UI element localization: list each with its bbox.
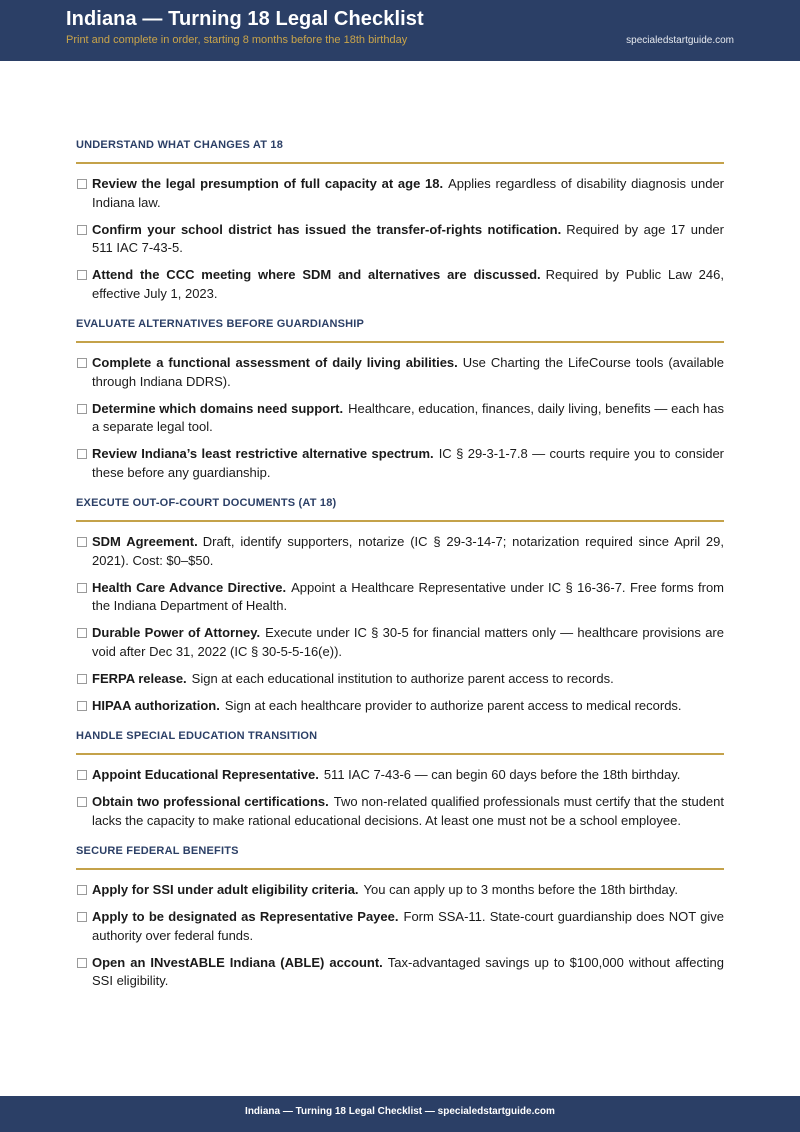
header-site-link[interactable]: specialedstartguide.com bbox=[626, 35, 734, 46]
item-title: Obtain two professional certifications. bbox=[92, 794, 329, 809]
item-title: Apply for SSI under adult eligibility criteria. bbox=[92, 882, 359, 897]
item-text: Execute under IC § 30-5 for financial matters only — healthcare provisions are void after Dec 31, 2022 (IC § 30-5-5-16(e)). bbox=[92, 625, 724, 659]
item-text: Tax-advantaged savings up to $100,000 without affecting SSI eligibility. bbox=[92, 954, 724, 988]
item-text: Required by age 17 under 511 IAC 7-43-5. bbox=[92, 221, 724, 255]
checklist-item bbox=[76, 697, 724, 716]
section-title: EXECUTE OUT-OF-COURT DOCUMENTS (AT 18) bbox=[76, 495, 724, 522]
checkbox[interactable] bbox=[77, 404, 87, 414]
checkbox[interactable] bbox=[77, 797, 87, 807]
checklist-content bbox=[76, 137, 724, 1004]
item-text: IC § 29-3-1-7.8 — courts require you to consider these before any guardianship. bbox=[92, 446, 725, 480]
item-title: Complete a functional assessment of daily living abilities. bbox=[92, 355, 458, 370]
section-evaluate-alternatives bbox=[76, 316, 724, 482]
checklist-item bbox=[76, 624, 724, 661]
checkbox[interactable] bbox=[77, 270, 87, 280]
section-federal-benefits bbox=[76, 843, 724, 991]
section-title: HANDLE SPECIAL EDUCATION TRANSITION bbox=[76, 728, 724, 755]
section-special-education-transition bbox=[76, 728, 724, 830]
item-text: Sign at each educational institution to authorize parent access to records. bbox=[191, 670, 614, 686]
item-title: Confirm your school district has issued the transfer-of-rights notification. bbox=[92, 221, 562, 237]
item-title: Durable Power of Attorney. bbox=[92, 625, 261, 640]
item-title: Appoint Educational Representative. bbox=[92, 767, 319, 782]
item-text: Appoint a Healthcare Representative under IC § 16-36-7. Free forms from the Indiana Department of Health. bbox=[92, 579, 725, 613]
checklist-item bbox=[76, 579, 724, 616]
checklist-item bbox=[76, 766, 724, 785]
checkbox[interactable] bbox=[77, 179, 87, 189]
item-title: Review Indiana’s least restrictive alternative spectrum. bbox=[92, 446, 434, 461]
item-text: You can apply up to 3 months before the 18th birthday. bbox=[363, 882, 678, 897]
item-text: Required by Public Law 246, effective July 1, 2023. bbox=[92, 267, 724, 301]
checklist-item bbox=[76, 445, 724, 482]
item-title: FERPA release. bbox=[92, 670, 187, 686]
section-title: SECURE FEDERAL BENEFITS bbox=[76, 843, 724, 870]
section-title: UNDERSTAND WHAT CHANGES AT 18 bbox=[76, 137, 724, 164]
checkbox[interactable] bbox=[77, 537, 87, 547]
checkbox[interactable] bbox=[77, 770, 87, 780]
section-out-of-court-documents bbox=[76, 495, 724, 715]
item-title: Open an INvestABLE Indiana (ABLE) account. bbox=[92, 954, 383, 970]
item-title: SDM Agreement. bbox=[92, 534, 198, 549]
checklist-item bbox=[76, 354, 724, 391]
checkbox[interactable] bbox=[77, 674, 87, 684]
item-text: Use Charting the LifeCourse tools (available through Indiana DDRS). bbox=[92, 355, 724, 389]
page-header bbox=[0, 0, 800, 61]
checkbox[interactable] bbox=[77, 958, 87, 968]
checklist-item bbox=[76, 400, 724, 437]
checklist-item bbox=[76, 793, 724, 830]
item-text: Healthcare, education, finances, daily living, benefits — each has a separate legal tool. bbox=[92, 400, 724, 434]
checkbox[interactable] bbox=[77, 912, 87, 922]
item-text: Form SSA-11. State-court guardianship does NOT give authority over federal funds. bbox=[92, 909, 724, 943]
item-title: Health Care Advance Directive. bbox=[92, 579, 287, 595]
item-text: Sign at each healthcare provider to authorize parent access to medical records. bbox=[224, 697, 682, 713]
footer-text: Indiana — Turning 18 Legal Checklist — specialedstartguide.com bbox=[245, 1106, 555, 1117]
checkbox[interactable] bbox=[77, 225, 87, 235]
checklist-item bbox=[76, 175, 724, 212]
checklist-item bbox=[76, 221, 724, 258]
checklist-item bbox=[76, 533, 724, 570]
item-title: Apply to be designated as Representative Payee. bbox=[92, 909, 399, 924]
checkbox[interactable] bbox=[77, 449, 87, 459]
section-title: EVALUATE ALTERNATIVES BEFORE GUARDIANSHIP bbox=[76, 316, 724, 343]
checklist-item bbox=[76, 266, 724, 303]
page-footer bbox=[0, 1096, 800, 1132]
checkbox[interactable] bbox=[77, 583, 87, 593]
item-text: Two non-related qualified professionals must certify that the student lacks the capacity to make rational educational decisions. At least one must not be a school employee. bbox=[92, 794, 725, 828]
checklist-item bbox=[76, 881, 724, 900]
item-title: Review the legal presumption of full capacity at age 18. bbox=[92, 176, 444, 191]
item-title: Determine which domains need support. bbox=[92, 400, 344, 416]
item-text: 511 IAC 7-43-6 — can begin 60 days before the 18th birthday. bbox=[323, 767, 681, 782]
item-title: HIPAA authorization. bbox=[92, 697, 220, 713]
checklist-item bbox=[76, 908, 724, 945]
checklist-item bbox=[76, 670, 724, 689]
page-title: Indiana — Turning 18 Legal Checklist bbox=[66, 8, 424, 30]
section-understand-changes bbox=[76, 137, 724, 303]
checklist-item bbox=[76, 954, 724, 991]
checkbox[interactable] bbox=[77, 358, 87, 368]
page-subtitle: Print and complete in order, starting 8 months before the 18th birthday bbox=[66, 34, 408, 46]
checkbox[interactable] bbox=[77, 628, 87, 638]
item-text: Applies regardless of disability diagnosis under Indiana law. bbox=[92, 176, 724, 210]
checkbox[interactable] bbox=[77, 885, 87, 895]
checkbox[interactable] bbox=[77, 701, 87, 711]
item-text: Draft, identify supporters, notarize (IC § 29-3-14-7; notarization required since April 29, 2021). Cost: $0–$50. bbox=[92, 534, 724, 568]
item-title: Attend the CCC meeting where SDM and alternatives are discussed. bbox=[92, 267, 541, 282]
